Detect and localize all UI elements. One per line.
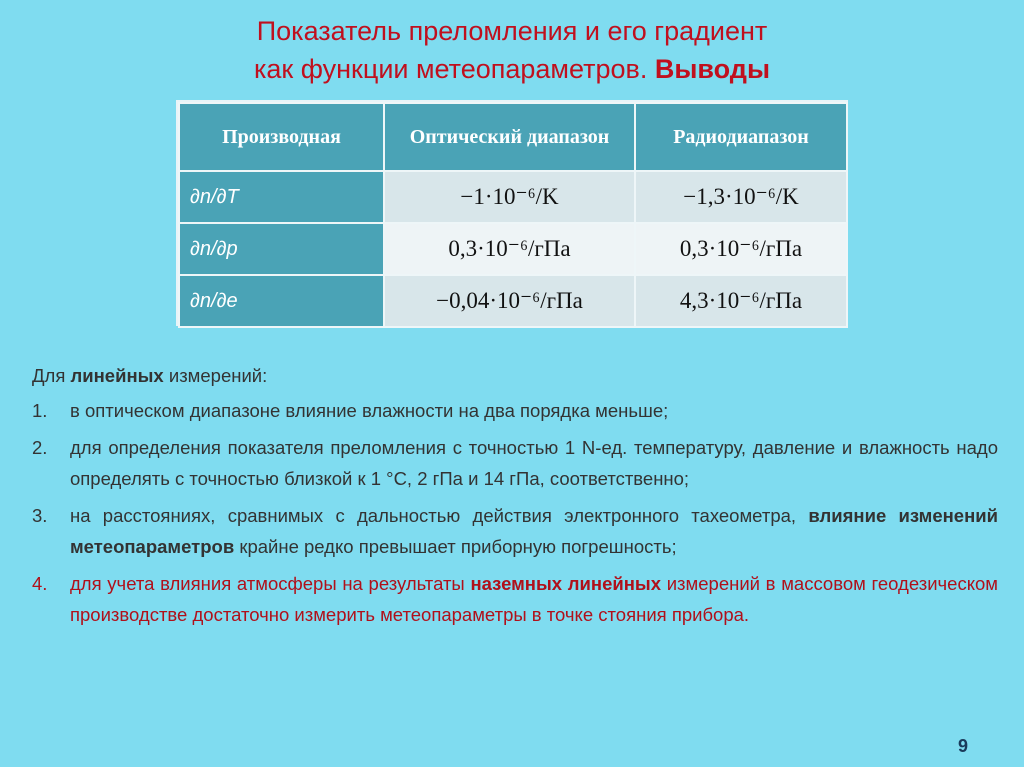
table-header-row [179,103,847,171]
item-text-pre: на расстояниях, сравнимых с дальностью действия электронного тахеометра, [70,505,797,526]
radio-value-cell: −1,3·10⁻⁶/K [635,171,847,223]
list-item [32,568,998,630]
item-text [70,500,998,562]
item-text-bold: влияние изменений метеопараметров [70,505,998,557]
conclusions-intro [32,360,998,391]
item-number: 4. [32,573,48,594]
list-item [32,500,998,562]
item-text-post: измерений в массовом геодезическом производстве достаточно измерить метеопараметры в точке стояния прибора. [70,573,999,625]
item-text-pre: для учета влияния атмосферы на результаты [70,573,465,594]
item-number: 1. [32,400,48,421]
header-derivative: Производная [179,103,384,171]
list-item [32,395,998,426]
derivative-cell: ∂n/∂T [179,171,384,223]
conclusions-block [32,360,998,636]
derivatives-table [176,100,848,326]
table-row [179,275,847,327]
derivative-cell: ∂n/∂e [179,275,384,327]
table-row [179,171,847,223]
item-text: для определения показателя преломления с точностью 1 N-ед. температуру, давление и влажность надо определять с точностью близкой к 1 °С, 2 гПа и 14 гПа, соответственно; [70,437,998,489]
optical-value-cell: 0,3·10⁻⁶/гПа [384,223,635,275]
slide-title [0,12,1024,88]
table-row [179,223,847,275]
item-text-bold: наземных линейных [470,573,661,594]
item-text: в оптическом диапазоне влияние влажности на два порядка меньше; [70,400,669,421]
radio-value-cell: 0,3·10⁻⁶/гПа [635,223,847,275]
optical-value-cell: −0,04·10⁻⁶/гПа [384,275,635,327]
item-text [70,568,998,630]
list-item [32,432,998,494]
intro-pre: Для [32,365,66,386]
title-line-2-text: как функции метеопараметров. [253,54,648,84]
title-line-1: Показатель преломления и его градиент [256,16,768,46]
item-number: 3. [32,505,48,526]
derivative-cell: ∂n/∂p [179,223,384,275]
item-number: 2. [32,437,48,458]
header-radio: Радиодиапазон [635,103,847,171]
title-line-2 [0,50,1024,88]
item-text-post: крайне редко превышает приборную погрешность; [239,536,677,557]
intro-bold: линейных [70,365,164,386]
header-optical: Оптический диапазон [384,103,635,171]
optical-value-cell: −1·10⁻⁶/K [384,171,635,223]
title-line-2-bold: Выводы [654,54,771,84]
intro-post: измерений: [168,365,268,386]
page-number: 9 [958,736,969,756]
radio-value-cell: 4,3·10⁻⁶/гПа [635,275,847,327]
